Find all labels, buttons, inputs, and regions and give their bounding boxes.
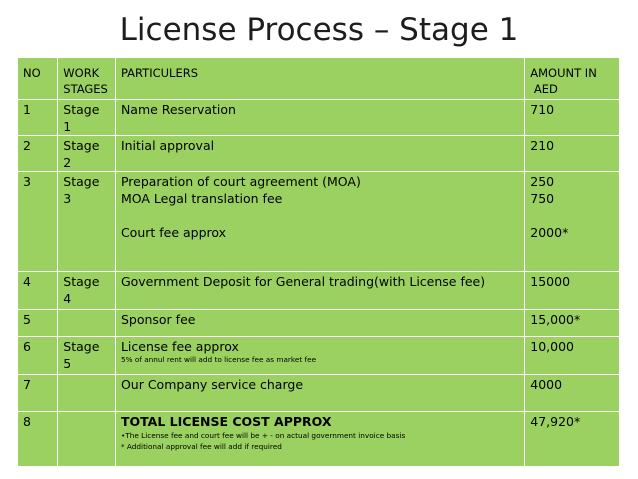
header-work-stages-line1: WORK: [63, 66, 100, 80]
table-row: [18, 337, 620, 375]
row-stage: Stage 5: [58, 337, 116, 375]
row-note: 5% of annul rent will add to license fee as market fee: [120, 355, 317, 364]
row-no: 4: [18, 272, 58, 310]
particular-line: Court fee approx: [120, 225, 227, 240]
particular-line: Preparation of court agreement (MOA): [120, 174, 361, 189]
row-no: 6: [18, 337, 58, 375]
particular-line: MOA Legal translation fee: [120, 191, 283, 206]
table-row: [18, 100, 620, 136]
row-amount: 210: [525, 136, 620, 172]
row-no: 2: [18, 136, 58, 172]
table-row: [18, 412, 620, 467]
table-row: [18, 136, 620, 172]
row-stage: Stage 1: [58, 100, 116, 136]
row-particular: Name Reservation: [115, 100, 524, 136]
row-no: 8: [18, 412, 58, 467]
row-amount: 710: [525, 100, 620, 136]
table-header-row: [18, 58, 620, 100]
row-stage: Stage 4: [58, 272, 116, 310]
row-no: 5: [18, 310, 58, 337]
license-cost-table: [17, 57, 620, 467]
row-stage: [58, 375, 116, 412]
row-stage: [58, 310, 116, 337]
slide-title: License Process – Stage 1: [119, 12, 519, 48]
amount-line: 2000*: [530, 225, 569, 240]
row-particular: Initial approval: [115, 136, 524, 172]
row-no: 7: [18, 375, 58, 412]
amount-line: 750: [530, 191, 555, 206]
row-amount: 15,000*: [525, 310, 620, 337]
row-note: * Additional approval fee will add if required: [120, 442, 282, 451]
table-row: [18, 375, 620, 412]
header-no: NO: [18, 58, 58, 100]
header-work-stages-line2: STAGES: [63, 82, 108, 96]
particular-line: License fee approx: [120, 339, 239, 354]
header-amount: [525, 58, 620, 100]
row-no: 3: [18, 172, 58, 272]
header-amount-line2: AED: [530, 82, 558, 96]
amount-line: 250: [530, 174, 555, 189]
table-row: [18, 172, 620, 272]
row-particular: [115, 172, 524, 272]
row-amount: 4000: [525, 375, 620, 412]
row-amount: [525, 172, 620, 272]
row-particular: [115, 412, 524, 467]
particular-line: TOTAL LICENSE COST APPROX: [120, 414, 332, 429]
header-work-stages: [58, 58, 116, 100]
row-particular: Our Company service charge: [115, 375, 524, 412]
row-amount: 15000: [525, 272, 620, 310]
row-amount: 10,000: [525, 337, 620, 375]
row-stage: Stage 3: [58, 172, 116, 272]
row-stage: Stage 2: [58, 136, 116, 172]
header-particulars: PARTICULERS: [115, 58, 524, 100]
row-no: 1: [18, 100, 58, 136]
row-note: •The License fee and court fee will be + - on actual government invoice basis: [120, 431, 406, 440]
row-stage: [58, 412, 116, 467]
table-row: [18, 310, 620, 337]
row-amount: 47,920*: [525, 412, 620, 467]
row-particular: [115, 337, 524, 375]
row-particular: Government Deposit for General trading(with License fee): [115, 272, 524, 310]
table-row: [18, 272, 620, 310]
header-amount-line1: AMOUNT IN: [530, 66, 597, 80]
row-particular: Sponsor fee: [115, 310, 524, 337]
